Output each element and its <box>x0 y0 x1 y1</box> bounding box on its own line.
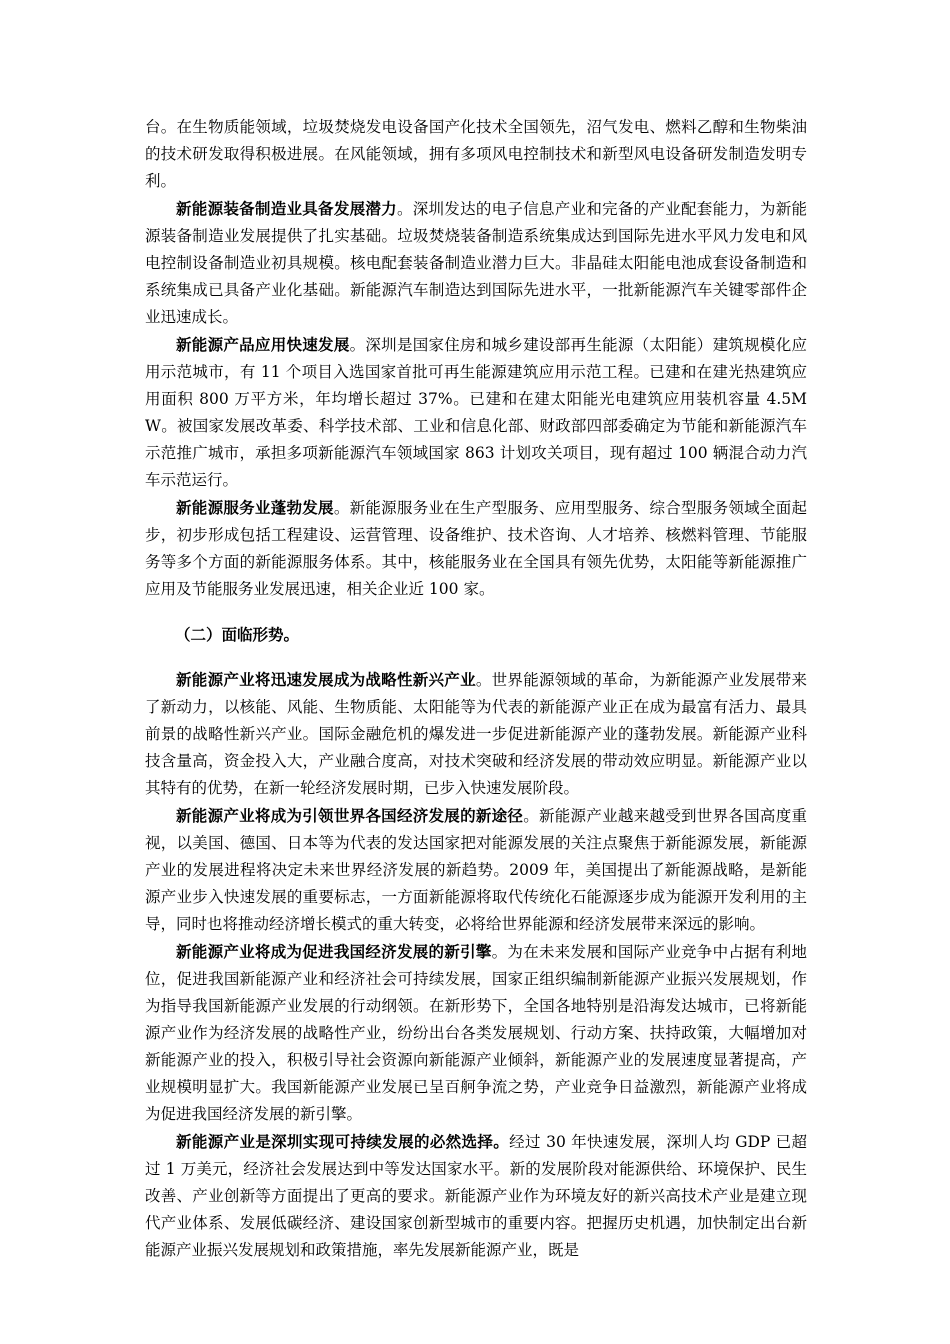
paragraph-world-economy <box>145 802 807 938</box>
paragraph-body: 。深圳是国家住房和城乡建设部再生能源（太阳能）建筑规模化应用示范城市，有 11 个项目入选国家首批可再生能源建筑应用示范工程。已建和在建光热建筑应用面积 800 万平方米，年均增长超过 37%。已建和在建太阳能光电建筑应用装机容量 4.5MW。被国家发展改革委、科学技术部、工业和信息化部、财政部四部委确定为节能和新能源汽车示范推广城市，承担多项新能源汽车领域国家 863 计划攻关项目，现有超过 100 辆混合动力汽车示范运行。 <box>145 336 807 489</box>
section-heading: （二）面临形势。 <box>175 625 300 644</box>
paragraph-product-application <box>145 331 807 494</box>
paragraph-body: 。世界能源领域的革命，为新能源产业发展带来了新动力，以核能、风能、生物质能、太阳能等为代表的新能源产业正在成为最富有活力、最具前景的战略性新兴产业。国际金融危机的爆发进一步促进新能源产业的蓬勃发展。新能源产业科技含量高，资金投入大，产业融合度高，对技术突破和经济发展的带动效应明显。新能源产业以其特有的优势，在新一轮经济发展时期，已步入快速发展阶段。 <box>145 671 807 797</box>
paragraph-lead: 新能源产业将成为促进我国经济发展的新引擎 <box>176 942 492 961</box>
intro-continuation-paragraph: 台。在生物质能领域，垃圾焚烧发电设备国产化技术全国领先，沼气发电、燃料乙醇和生物柴油的技术研发取得积极进展。在风能领域，拥有多项风电控制技术和新型风电设备研发制造发明专利。 <box>145 118 807 190</box>
paragraph-lead: 新能源产品应用快速发展 <box>176 335 350 354</box>
paragraph-body: 。为在未来发展和国际产业竞争中占据有利地位，促进我国新能源产业和经济社会可持续发展，国家正组织编制新能源产业振兴发展规划，作为指导我国新能源产业发展的行动纲领。在新形势下，全国各地特别是沿海发达城市，已将新能源产业作为经济发展的战略性产业，纷纷出台各类发展规划、行动方案、扶持政策，大幅增加对新能源产业的投入，积极引导社会资源向新能源产业倾斜，新能源产业的发展速度显著提高，产业规模明显扩大。我国新能源产业发展已呈百舸争流之势，产业竞争日益激烈，新能源产业将成为促进我国经济发展的新引擎。 <box>145 943 807 1123</box>
paragraph-national-engine <box>145 938 807 1128</box>
paragraph-lead: 新能源装备制造业具备发展潜力 <box>176 199 397 218</box>
paragraph-body: 经过 30 年快速发展，深圳人均 GDP 已超过 1 万美元，经济社会发展达到中等发达国家水平。新的发展阶段对能源供给、环境保护、民生改善、产业创新等方面提出了更高的要求。新能源产业作为环境友好的新兴高技术产业是建立现代产业体系、发展低碳经济、建设国家创新型城市的重要内容。把握历史机遇，加快制定出台新能源产业振兴发展规划和政策措施，率先发展新能源产业，既是 <box>145 1133 807 1259</box>
paragraph-body: 。新能源服务业在生产型服务、应用型服务、综合型服务领域全面起步，初步形成包括工程建设、运营管理、设备维护、技术咨询、人才培养、核燃料管理、节能服务等多个方面的新能源服务体系。其中，核能服务业在全国具有领先优势，太阳能等新能源推广应用及节能服务业发展迅速，相关企业近 100 家。 <box>145 499 807 598</box>
paragraph-lead: 新能源产业将成为引领世界各国经济发展的新途径 <box>176 806 524 825</box>
paragraph-service-industry <box>145 494 807 603</box>
paragraph-lead: 新能源服务业蓬勃发展 <box>176 498 334 517</box>
paragraph-equipment-manufacturing <box>145 195 807 331</box>
document-page <box>145 114 807 1264</box>
paragraph-body: 。深圳发达的电子信息产业和完备的产业配套能力，为新能源装备制造业发展提供了扎实基础。垃圾焚烧装备制造系统集成达到国际先进水平风力发电和风电控制设备制造业初具规模。核电配套装备制造业潜力巨大。非晶硅太阳能电池成套设备制造和系统集成已具备产业化基础。新能源汽车制造达到国际先进水平，一批新能源汽车关键零部件企业迅速成长。 <box>145 200 807 326</box>
paragraph-body: 。新能源产业越来越受到世界各国高度重视，以美国、德国、日本等为代表的发达国家把对能源发展的关注点聚焦于新能源发展，新能源产业的发展进程将决定未来世界经济发展的新趋势。2009 年，美国提出了新能源战略，是新能源产业步入快速发展的重要标志，一方面新能源将取代传统化石能源逐步成为能源开发利用的主导，同时也将推动经济增长模式的重大转变，必将给世界能源和经济发展带来深远的影响。 <box>145 807 807 933</box>
paragraph-strategic-industry <box>145 666 807 802</box>
paragraph-lead: 新能源产业将迅速发展成为战略性新兴产业 <box>176 670 476 689</box>
paragraph-shenzhen-sustainability <box>145 1128 807 1264</box>
paragraph-lead: 新能源产业是深圳实现可持续发展的必然选择。 <box>176 1132 510 1151</box>
